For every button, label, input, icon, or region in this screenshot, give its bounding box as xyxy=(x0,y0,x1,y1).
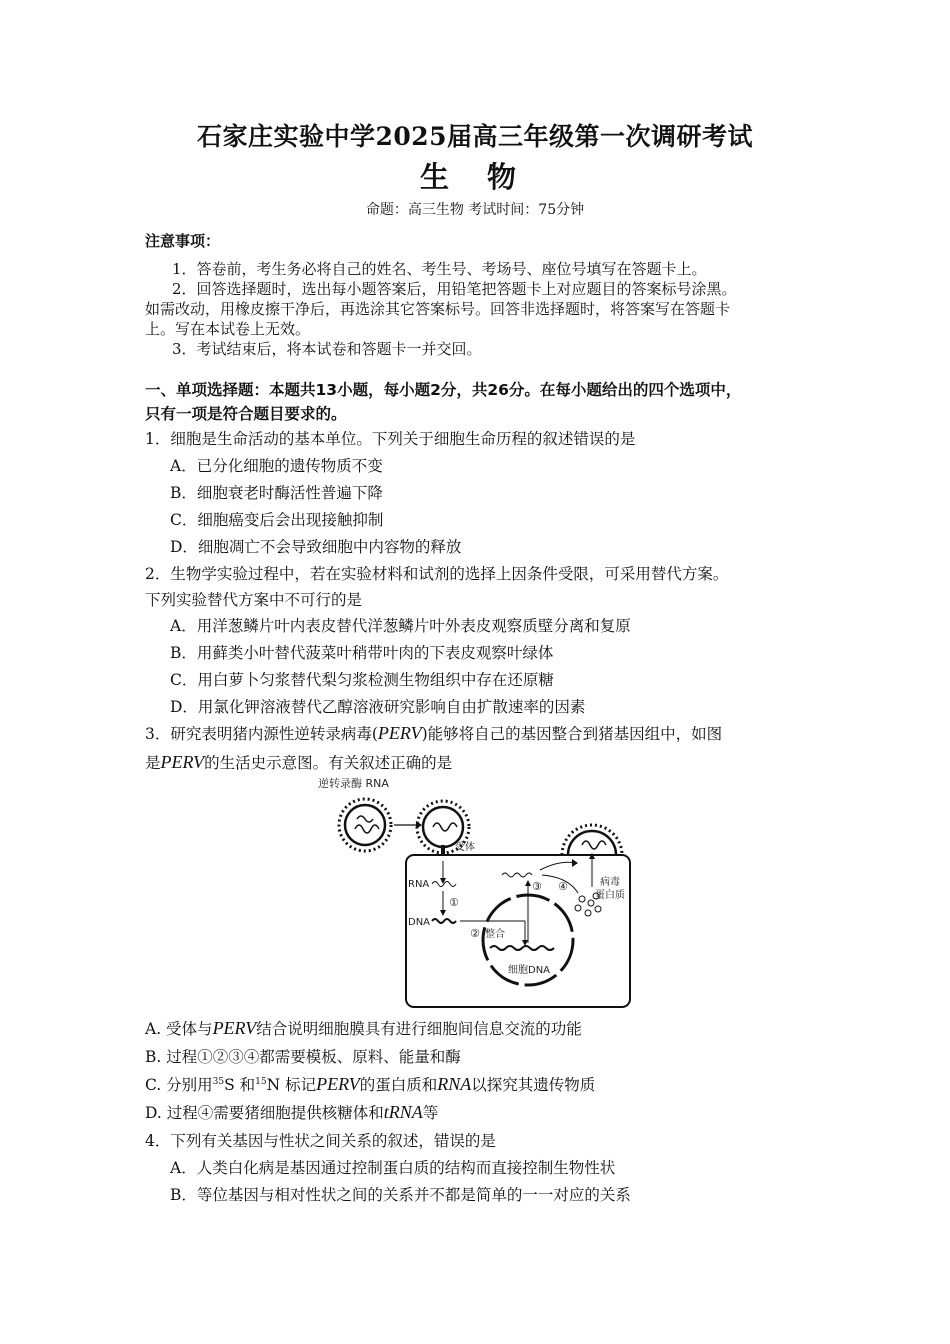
virus-particle-icon xyxy=(339,799,391,851)
question-2-stem-line1: 2．生物学实验过程中，若在实验材料和试剂的选择上因条件受限，可采用替代方案。 xyxy=(145,565,729,583)
svg-text:蛋白质: 蛋白质 xyxy=(595,890,625,901)
svg-text:受体: 受体 xyxy=(455,842,475,853)
question-3-stem-line1: 3．研究表明猪内源性逆转录病毒(PERV)能够将自己的基因整合到猪基因组中，如图 xyxy=(145,723,723,743)
question-3-option-a: A. 受体与PERV结合说明细胞膜具有进行细胞间信息交流的功能 xyxy=(145,1018,582,1038)
question-2-option-d: D．用氯化钾溶液替代乙醇溶液研究影响自由扩散速率的因素 xyxy=(170,698,586,716)
question-1-stem: 1．细胞是生命活动的基本单位。下列关于细胞生命历程的叙述错误的是 xyxy=(145,430,636,448)
exam-meta: 命题：高三生物 考试时间：75分钟 xyxy=(365,202,585,218)
exam-title: 石家庄实验中学2025届高三年级第一次调研考试 xyxy=(196,122,754,151)
question-4-option-a: A．人类白化病是基因通过控制蛋白质的结构而直接控制生物性状 xyxy=(170,1159,616,1177)
svg-text:整合: 整合 xyxy=(485,929,505,940)
svg-text:病毒: 病毒 xyxy=(600,877,620,888)
notice-item: 上。写在本试卷上无效。 xyxy=(145,320,311,338)
notice-item: 如需改动，用橡皮擦干净后，再选涂其它答案标号。回答非选择题时，将答案写在答题卡 xyxy=(145,300,731,318)
question-3-option-c: C. 分别用$^{35}$S 和$^{15}$N 标记PERV的蛋白质和RNA以探究其遗传物质 xyxy=(145,1074,596,1094)
perv-lifecycle-figure xyxy=(310,775,640,1013)
question-4-stem: 4．下列有关基因与性状之间关系的叙述，错误的是 xyxy=(145,1132,496,1150)
question-2-stem-line2: 下列实验替代方案中不可行的是 xyxy=(145,591,363,609)
svg-text:逆转录酶 RNA: 逆转录酶 RNA xyxy=(318,777,389,790)
question-2-option-c: C．用白萝卜匀浆替代梨匀浆检测生物组织中存在还原糖 xyxy=(170,671,554,689)
question-1-option-b: B．细胞衰老时酶活性普遍下降 xyxy=(170,484,383,502)
notice-item: 1．答卷前，考生务必将自己的姓名、考生号、考场号、座位号填写在答题卡上。 xyxy=(172,260,707,278)
question-1-option-c: C．细胞癌变后会出现接触抑制 xyxy=(170,511,384,529)
subject-title: 生 物 xyxy=(419,160,531,194)
section-heading-line2: 只有一项是符合题目要求的。 xyxy=(145,405,347,423)
svg-text:细胞DNA: 细胞DNA xyxy=(508,965,551,976)
question-1-option-d: D．细胞凋亡不会导致细胞中内容物的释放 xyxy=(170,538,462,556)
section-heading-line1: 一、单项选择题：本题共13小题，每小题2分，共26分。在每小题给出的四个选项中， xyxy=(145,381,742,399)
notice-item: 2．回答选择题时，选出每小题答案后，用铅笔把答题卡上对应题目的答案标号涂黑。 xyxy=(172,280,737,298)
notice-item: 3．考试结束后，将本试卷和答题卡一并交回。 xyxy=(172,340,482,358)
svg-text:④: ④ xyxy=(558,880,568,893)
svg-text:RNA: RNA xyxy=(408,879,430,890)
question-2-option-a: A．用洋葱鳞片叶内表皮替代洋葱鳞片叶外表皮观察质壁分离和复原 xyxy=(170,617,631,635)
svg-text:DNA: DNA xyxy=(408,917,431,928)
svg-text:③: ③ xyxy=(532,880,542,893)
question-2-option-b: B．用藓类小叶替代菠菜叶稍带叶肉的下表皮观察叶绿体 xyxy=(170,644,554,662)
svg-text:②: ② xyxy=(470,927,480,940)
svg-text:①: ① xyxy=(449,896,459,909)
question-1-option-a: A．已分化细胞的遗传物质不变 xyxy=(170,457,383,475)
budding-virus-icon xyxy=(562,825,622,855)
question-3-option-d: D. 过程④需要猪细胞提供核糖体和tRNA等 xyxy=(145,1102,439,1122)
question-4-option-b: B．等位基因与相对性状之间的关系并不都是简单的一一对应的关系 xyxy=(170,1186,631,1204)
notice-heading: 注意事项： xyxy=(145,232,221,250)
question-3-option-b: B. 过程①②③④都需要模板、原料、能量和酶 xyxy=(145,1048,461,1066)
question-3-stem-line2: 是PERV的生活史示意图。有关叙述正确的是 xyxy=(145,752,453,772)
